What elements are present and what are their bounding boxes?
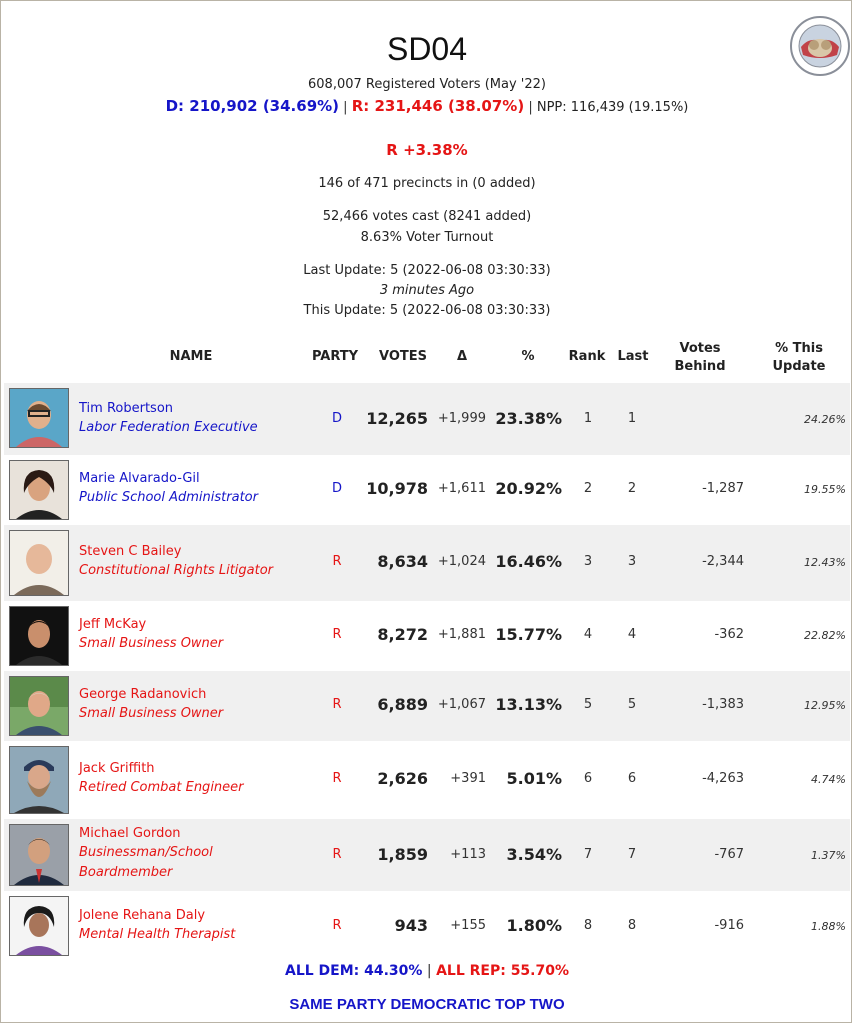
table-row xyxy=(4,601,850,671)
votes-cell: 12,265 xyxy=(366,409,428,428)
votes-behind-cell: -4,263 xyxy=(702,771,744,786)
all-dem-total: ALL DEM: 44.30% xyxy=(284,963,423,979)
header-line: Votes xyxy=(679,341,721,356)
pct-cell: 23.38% xyxy=(495,409,562,428)
pct-this-update-cell: 4.74% xyxy=(811,773,846,786)
npp-registration: NPP: 116,439 (19.15%) xyxy=(536,100,689,115)
candidate-occupation: Businessman/School Boardmember xyxy=(79,845,213,880)
candidate-occupation: Constitutional Rights Litigator xyxy=(79,563,274,578)
candidate-name: Steven C Bailey xyxy=(79,544,182,559)
candidate-photo xyxy=(9,896,69,956)
candidate-photo xyxy=(9,460,69,520)
column-header-pct-this-update xyxy=(757,341,841,374)
votes-behind-cell: -916 xyxy=(714,918,744,933)
candidate-occupation: Small Business Owner xyxy=(79,636,224,651)
votes-behind-cell: -1,287 xyxy=(702,481,744,496)
rank-cell: 5 xyxy=(583,697,593,712)
rank-cell: 3 xyxy=(583,554,593,569)
voter-turnout: 8.63% Voter Turnout xyxy=(360,230,494,245)
candidate-name: Marie Alvarado-Gil xyxy=(79,471,200,486)
candidate-photo xyxy=(9,676,69,736)
rank-cell: 8 xyxy=(583,918,593,933)
candidate-occupation: Small Business Owner xyxy=(79,706,224,721)
last-update: Last Update: 5 (2022-06-08 03:30:33) xyxy=(303,263,551,278)
column-header-pct: % xyxy=(521,349,535,364)
delta-cell: +391 xyxy=(450,771,486,786)
votes-behind-cell: -767 xyxy=(714,847,744,862)
column-header-delta: Δ xyxy=(456,349,468,364)
delta-cell: +113 xyxy=(450,847,486,862)
last-rank-cell: 3 xyxy=(627,554,637,569)
party-cell: R xyxy=(332,771,342,786)
pct-this-update-cell: 19.55% xyxy=(804,483,846,496)
candidate-name: Tim Robertson xyxy=(79,401,174,416)
pct-this-update-cell: 12.43% xyxy=(804,556,846,569)
page-title: SD04 xyxy=(386,31,468,67)
candidate-occupation: Labor Federation Executive xyxy=(79,420,258,435)
last-rank-cell: 5 xyxy=(627,697,637,712)
votes-cell: 1,859 xyxy=(377,845,428,864)
pct-this-update-cell: 22.82% xyxy=(804,629,846,642)
table-row xyxy=(4,383,850,455)
pct-cell: 20.92% xyxy=(495,479,562,498)
candidate-photo xyxy=(9,606,69,666)
votes-cast: 52,466 votes cast (8241 added) xyxy=(322,209,532,224)
dem-registration: D: 210,902 (34.69%) xyxy=(165,97,340,115)
separator: | xyxy=(426,963,432,979)
registration-margin: R +3.38% xyxy=(386,141,468,159)
header-line: % This xyxy=(775,341,823,356)
party-cell: R xyxy=(332,554,342,569)
table-row xyxy=(4,741,850,819)
rank-cell: 4 xyxy=(583,627,593,642)
header-line: Behind xyxy=(674,359,726,374)
header-line: Update xyxy=(772,359,826,374)
candidate-occupation: Mental Health Therapist xyxy=(79,927,236,942)
column-header-votes-behind xyxy=(665,341,735,374)
candidate-name: George Radanovich xyxy=(79,687,207,702)
last-rank-cell: 8 xyxy=(627,918,637,933)
delta-cell: +155 xyxy=(450,918,486,933)
candidate-photo xyxy=(9,388,69,448)
pct-cell: 3.54% xyxy=(506,845,562,864)
delta-cell: +1,881 xyxy=(437,627,486,642)
registration-breakdown xyxy=(1,97,852,115)
delta-cell: +1,611 xyxy=(437,481,486,496)
separator: | xyxy=(528,100,533,115)
delta-cell: +1,024 xyxy=(437,554,486,569)
votes-cell: 8,634 xyxy=(377,552,428,571)
candidate-name: Jeff McKay xyxy=(79,617,147,632)
votes-behind-cell: -2,344 xyxy=(702,554,744,569)
pct-cell: 15.77% xyxy=(495,625,562,644)
column-header-votes: VOTES xyxy=(379,349,427,364)
pct-this-update-cell: 24.26% xyxy=(804,413,846,426)
votes-behind-cell: -362 xyxy=(714,627,744,642)
column-header-name: NAME xyxy=(169,349,213,364)
votes-cell: 6,889 xyxy=(377,695,428,714)
votes-cell: 2,626 xyxy=(377,769,428,788)
candidate-name: Michael Gordon xyxy=(79,826,181,841)
party-totals xyxy=(1,963,852,979)
pct-this-update-cell: 1.37% xyxy=(811,849,846,862)
party-cell: R xyxy=(332,697,342,712)
party-cell: R xyxy=(332,847,342,862)
last-rank-cell: 2 xyxy=(627,481,637,496)
candidate-name: Jack Griffith xyxy=(79,761,155,776)
table-row xyxy=(4,525,850,601)
last-rank-cell: 4 xyxy=(627,627,637,642)
rank-cell: 2 xyxy=(583,481,593,496)
party-cell: D xyxy=(331,481,342,496)
table-row xyxy=(4,671,850,741)
candidate-photo xyxy=(9,746,69,814)
votes-cell: 8,272 xyxy=(377,625,428,644)
time-ago: 3 minutes Ago xyxy=(379,283,475,298)
registered-voters: 608,007 Registered Voters (May '22) xyxy=(308,77,546,92)
pct-this-update-cell: 12.95% xyxy=(804,699,846,712)
delta-cell: +1,067 xyxy=(437,697,486,712)
table-row xyxy=(4,819,850,891)
candidate-name: Jolene Rehana Daly xyxy=(79,908,206,923)
votes-cell: 943 xyxy=(394,916,428,935)
candidate-photo xyxy=(9,530,69,596)
rank-cell: 1 xyxy=(583,411,593,426)
pct-this-update-cell: 1.88% xyxy=(811,920,846,933)
party-cell: R xyxy=(332,918,342,933)
party-cell: D xyxy=(331,411,342,426)
table-row xyxy=(4,455,850,525)
column-header-rank: Rank xyxy=(568,349,606,364)
last-rank-cell: 1 xyxy=(627,411,637,426)
votes-behind-cell: -1,383 xyxy=(702,697,744,712)
pct-cell: 1.80% xyxy=(506,916,562,935)
last-rank-cell: 6 xyxy=(627,771,637,786)
pct-cell: 16.46% xyxy=(495,552,562,571)
precincts-reporting: 146 of 471 precincts in (0 added) xyxy=(318,176,536,191)
this-update: This Update: 5 (2022-06-08 03:30:33) xyxy=(303,303,551,318)
candidate-occupation: Public School Administrator xyxy=(79,490,258,505)
table-row xyxy=(4,891,850,959)
top-two-outcome: SAME PARTY DEMOCRATIC TOP TWO xyxy=(289,996,565,1013)
rep-registration: R: 231,446 (38.07%) xyxy=(351,97,525,115)
candidate-occupation: Retired Combat Engineer xyxy=(79,780,244,795)
all-rep-total: ALL REP: 55.70% xyxy=(436,963,570,979)
pct-cell: 5.01% xyxy=(506,769,562,788)
candidate-photo xyxy=(9,824,69,886)
separator: | xyxy=(343,100,348,115)
votes-cell: 10,978 xyxy=(366,479,428,498)
pct-cell: 13.13% xyxy=(495,695,562,714)
rank-cell: 7 xyxy=(583,847,593,862)
column-header-last: Last xyxy=(617,349,649,364)
column-header-party: PARTY xyxy=(311,349,359,364)
rank-cell: 6 xyxy=(583,771,593,786)
party-cell: R xyxy=(332,627,342,642)
delta-cell: +1,999 xyxy=(437,411,486,426)
last-rank-cell: 7 xyxy=(627,847,637,862)
